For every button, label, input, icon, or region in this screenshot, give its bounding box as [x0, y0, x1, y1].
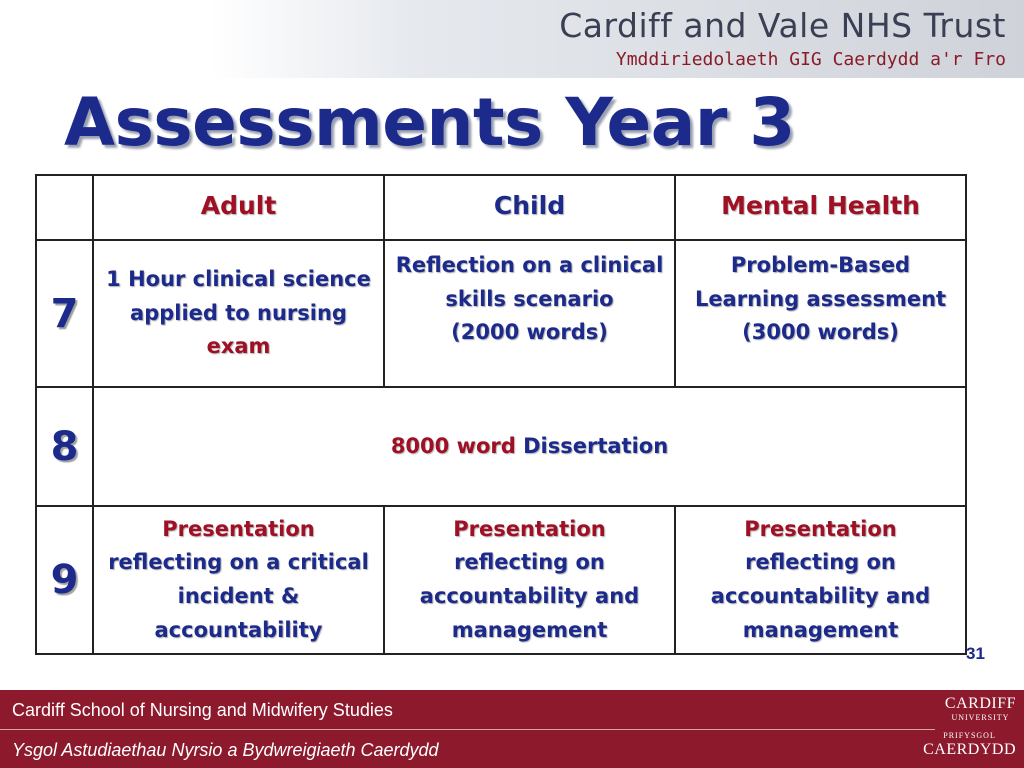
cell-text: reflecting on accountability and management: [710, 550, 931, 642]
cell-word-count: (2000 words): [451, 320, 608, 345]
table-header-row: [36, 175, 966, 240]
footer-bar: [0, 690, 1024, 768]
footer-school-name-welsh: Ysgol Astudiaethau Nyrsio a Bydwreigiaeth Caerdydd: [12, 740, 439, 760]
table-row: [36, 387, 966, 506]
cardiff-university-logo: [945, 696, 1016, 722]
column-header-adult: Adult: [93, 175, 384, 240]
column-header-child: Child: [384, 175, 675, 240]
org-name: Cardiff and Vale NHS Trust: [559, 6, 1006, 45]
row-number-8: 8: [36, 387, 93, 506]
cell-text: Problem-Based Learning assessment: [694, 253, 947, 311]
assessments-table: [35, 174, 967, 655]
logo-text: CARDIFF: [944, 695, 1016, 712]
column-header-mental-health: Mental Health: [675, 175, 966, 240]
cell-adult-9: [93, 506, 384, 654]
prifysgol-caerdydd-logo: [923, 732, 1016, 758]
page-number: 31: [966, 644, 985, 663]
table-row: [36, 506, 966, 654]
cell-highlight: Presentation: [162, 516, 315, 541]
cell-highlight: Presentation: [453, 516, 606, 541]
cell-text: reflecting on a critical incident & accountability: [108, 550, 369, 642]
cell-text: Dissertation: [523, 433, 669, 458]
cell-dissertation-8: [93, 387, 966, 506]
logo-subtext: PRIFYSGOL: [943, 731, 996, 740]
slide-title: Assessments Year 3: [64, 84, 795, 161]
header-banner: [210, 0, 1024, 78]
corner-cell: [36, 175, 93, 240]
footer-divider: [0, 729, 935, 730]
cell-child-9: [384, 506, 675, 654]
logo-subtext: UNIVERSITY: [951, 713, 1010, 722]
cell-highlight: Presentation: [744, 516, 897, 541]
cell-text: 1 Hour clinical science applied to nursing: [106, 267, 371, 325]
cell-text: Reflection on a clinical skills scenario: [395, 253, 664, 311]
cell-adult-7: [93, 240, 384, 387]
row-number-9: 9: [36, 506, 93, 654]
cell-highlight: exam: [206, 334, 271, 359]
cell-mental-health-9: [675, 506, 966, 654]
org-name-welsh: Ymddiriedolaeth GIG Caerdydd a'r Fro: [615, 49, 1006, 70]
cell-word-count: (3000 words): [742, 320, 899, 345]
cell-highlight: 8000 word: [390, 433, 516, 458]
table-row: [36, 240, 966, 387]
cell-text: reflecting on accountability and management: [419, 550, 640, 642]
cell-child-7: [384, 240, 675, 387]
footer-school-name: Cardiff School of Nursing and Midwifery Studies: [12, 700, 393, 720]
row-number-7: 7: [36, 240, 93, 387]
cell-mental-health-7: [675, 240, 966, 387]
logo-text: CAERDYDD: [923, 741, 1016, 758]
